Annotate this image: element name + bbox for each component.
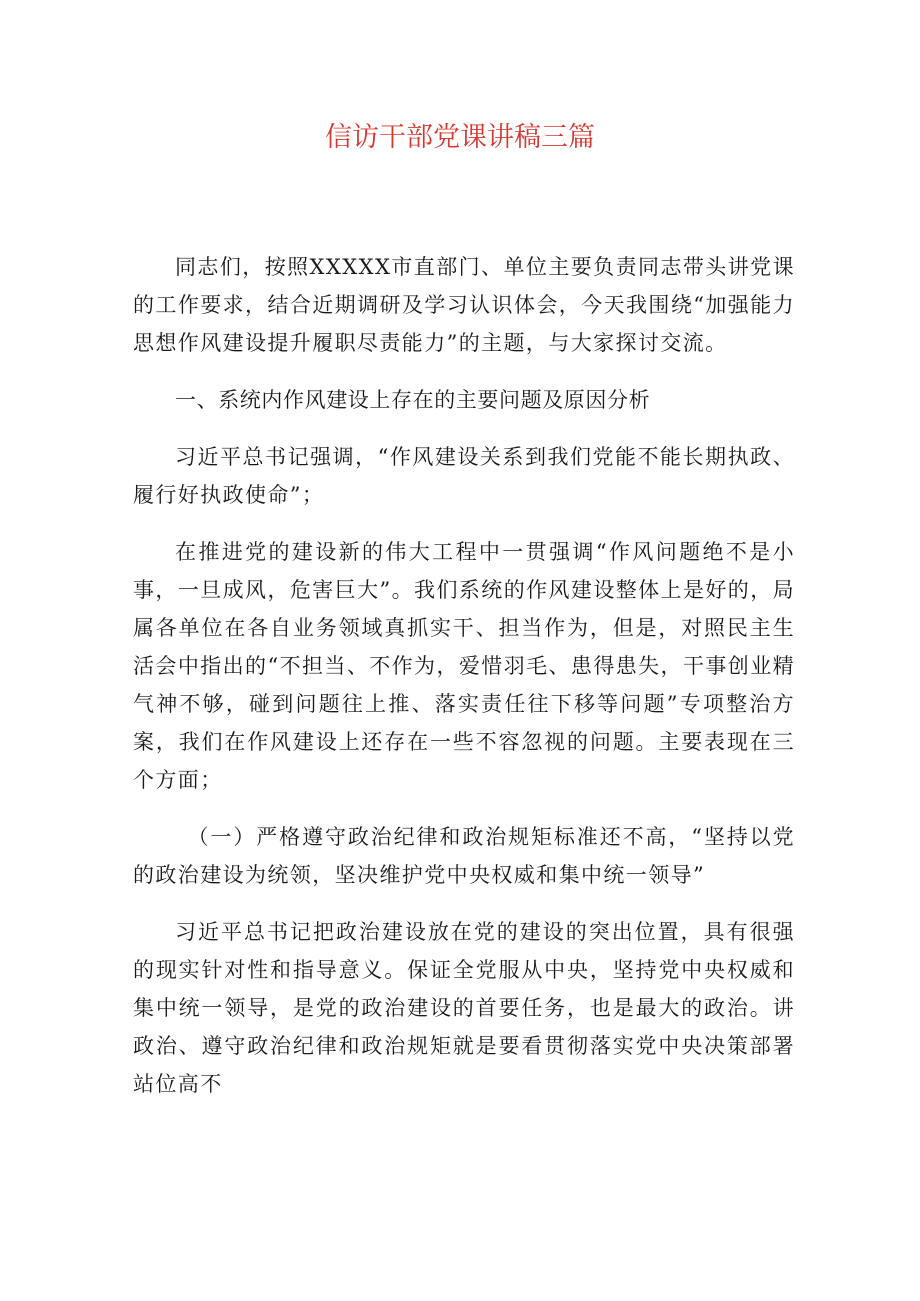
problems-paragraph: 在推进党的建设新的伟大工程中一贯强调“作风问题绝不是小事，一旦成风，危害巨大”。我们系统的作风建设整体上是好的，局属各单位在各自业务领域真抓实干、担当作为，但是，对照民主生活会中指出的“不担当、不作为，爱惜羽毛、患得患失，干事创业精气神不够，碰到问题往上推、落实责任往下移等问题”专项整治方案，我们在作风建设上还存在一些不容忽视的问题。主要表现在三个方面； <box>133 540 795 792</box>
document-body <box>133 248 795 1103</box>
document-title: 信访干部党课讲稿三篇 <box>325 122 595 153</box>
intro-paragraph: 同志们，按照XXXXX市直部门、单位主要负责同志带头讲党课的工作要求，结合近期调研及学习认识体会，今天我围绕“加强能力思想作风建设提升履职尽责能力”的主题，与大家探讨交流。 <box>133 255 795 355</box>
quote-paragraph: 习近平总书记强调，“作风建设关系到我们党能不能长期执政、履行好执政使命”； <box>133 445 795 507</box>
subsection-heading: （一）严格遵守政治纪律和政治规矩标准还不高，“坚持以党的政治建设为统领，坚决维护党中央权威和集中统一领导” <box>133 825 795 887</box>
section-heading: 一、系统内作风建设上存在的主要问题及原因分析 <box>175 388 651 412</box>
political-construction-paragraph: 习近平总书记把政治建设放在党的建设的突出位置，具有很强的现实针对性和指导意义。保证全党服从中央，坚持党中央权威和集中统一领导，是党的政治建设的首要任务，也是最大的政治。讲政治、遵守政治纪律和政治规矩就是要看贯彻落实党中央决策部署站位高不 <box>133 920 795 1096</box>
